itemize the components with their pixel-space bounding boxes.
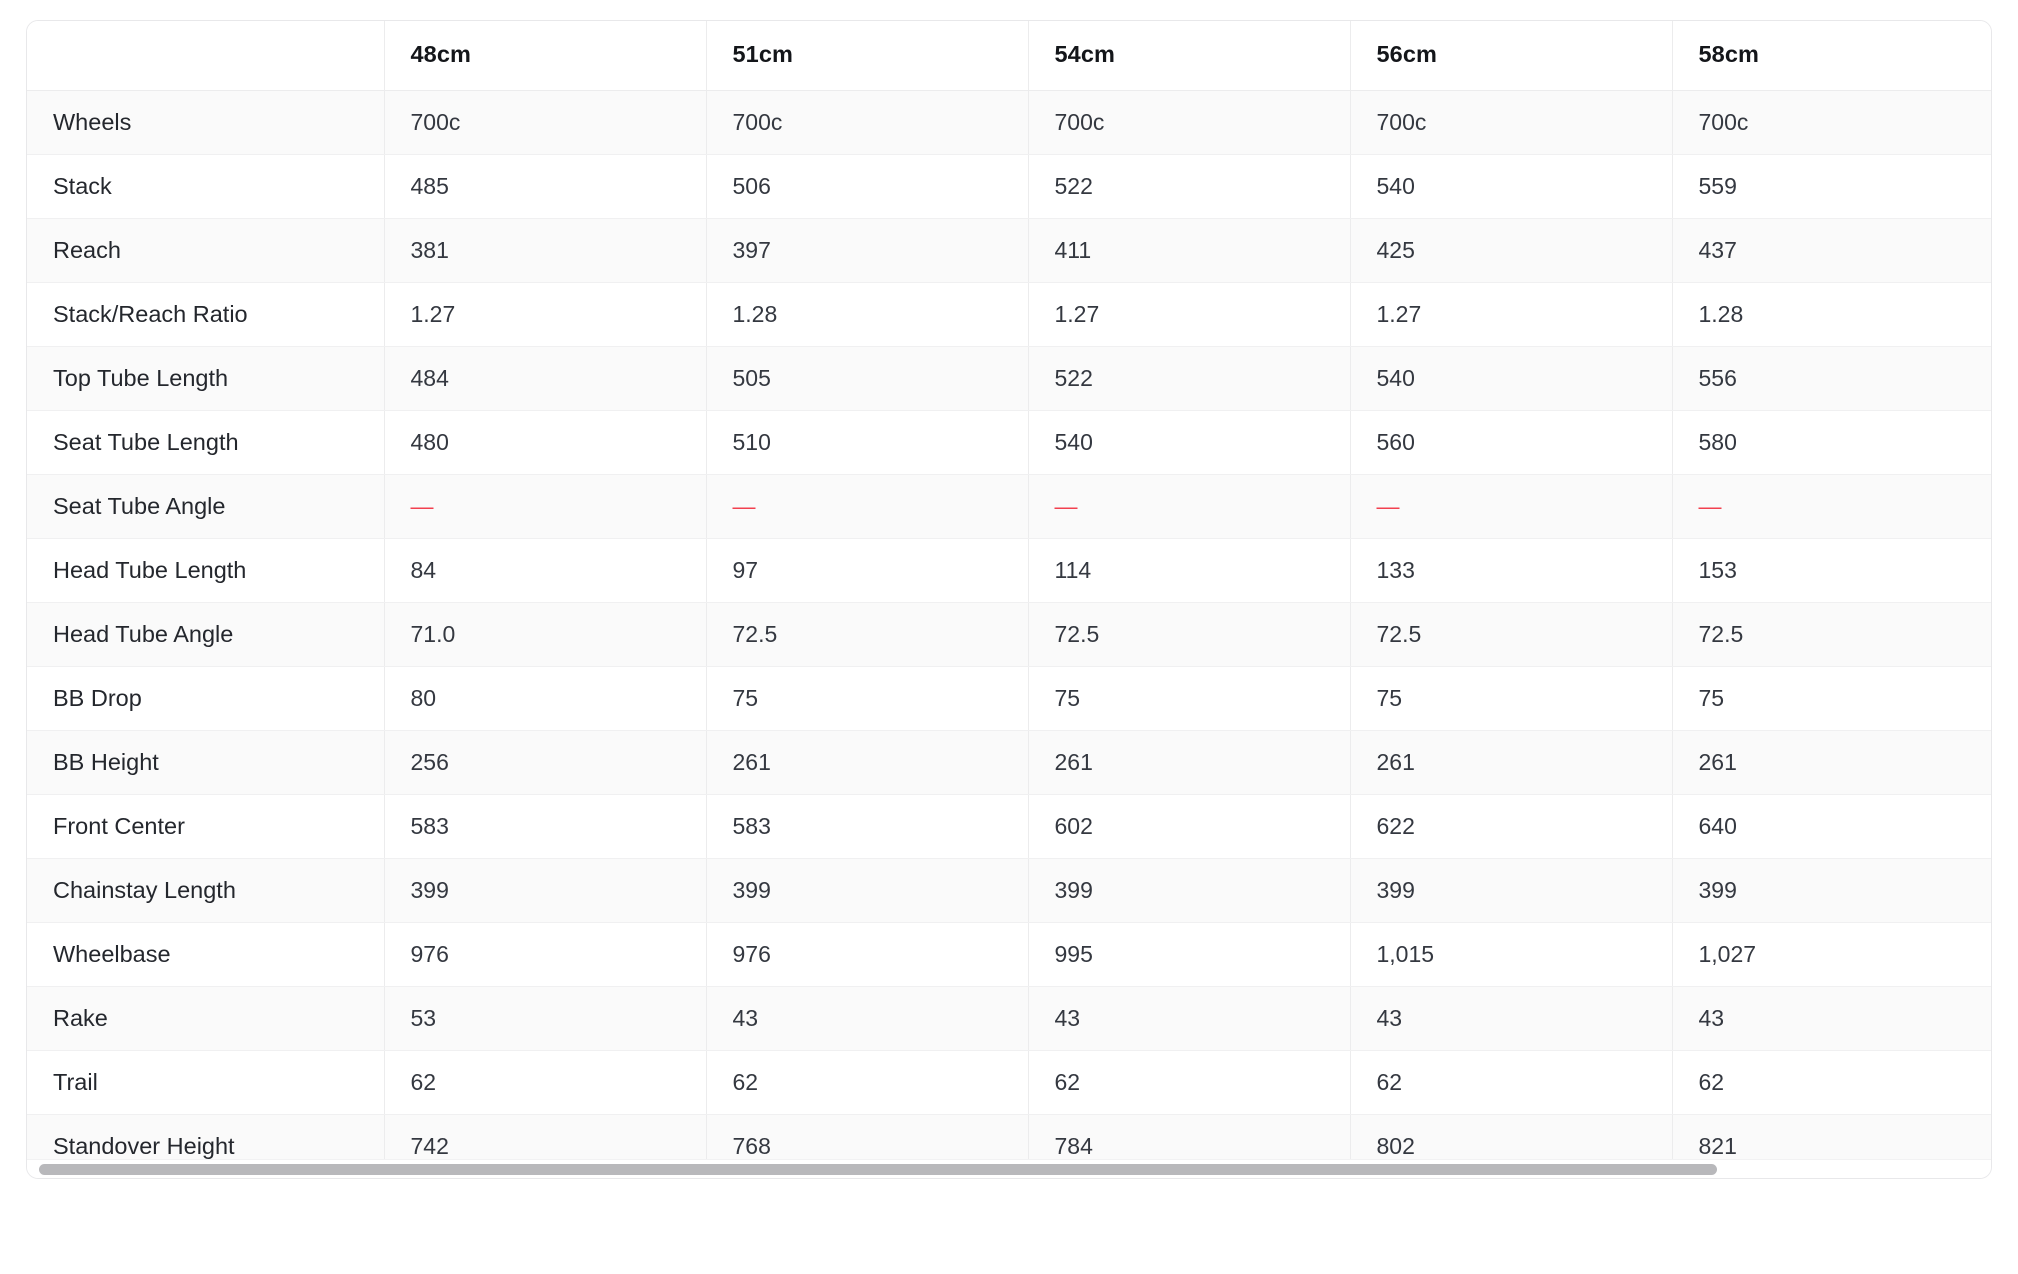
- geometry-table: [27, 21, 1992, 1178]
- row-label: Wheelbase: [27, 923, 384, 987]
- row-label: Seat Tube Angle: [27, 475, 384, 539]
- table-cell: 802: [1350, 1115, 1672, 1179]
- table-cell: 742: [384, 1115, 706, 1179]
- empty-value-dash: —: [1376, 493, 1400, 519]
- table-cell: 72.5: [1350, 603, 1672, 667]
- table-cell: 72.5: [706, 603, 1028, 667]
- table-cell: 114: [1028, 539, 1350, 603]
- column-header-size-56cm: 56cm: [1350, 21, 1672, 91]
- table-cell: 256: [384, 731, 706, 795]
- table-cell: 1,015: [1350, 923, 1672, 987]
- table-row: [27, 795, 1992, 859]
- table-cell: 399: [1350, 859, 1672, 923]
- table-row: [27, 603, 1992, 667]
- table-cell: 62: [706, 1051, 1028, 1115]
- row-label: Wheels: [27, 91, 384, 155]
- row-label: Rake: [27, 987, 384, 1051]
- row-label: Stack: [27, 155, 384, 219]
- row-label: Trail: [27, 1051, 384, 1115]
- table-cell: 821: [1672, 1115, 1992, 1179]
- column-header-size-58cm: 58cm: [1672, 21, 1992, 91]
- table-cell: 43: [1028, 987, 1350, 1051]
- table-cell: [384, 475, 706, 539]
- table-cell: 75: [1672, 667, 1992, 731]
- table-cell: 399: [706, 859, 1028, 923]
- table-cell: 97: [706, 539, 1028, 603]
- table-cell: 1.28: [706, 283, 1028, 347]
- table-row: [27, 283, 1992, 347]
- horizontal-scrollbar[interactable]: [27, 1159, 1991, 1178]
- table-cell: 80: [384, 667, 706, 731]
- geometry-table-panel: [26, 20, 1992, 1179]
- table-cell: 640: [1672, 795, 1992, 859]
- table-cell: 437: [1672, 219, 1992, 283]
- table-cell: 768: [706, 1115, 1028, 1179]
- table-cell: 583: [706, 795, 1028, 859]
- table-cell: 522: [1028, 347, 1350, 411]
- row-label: BB Height: [27, 731, 384, 795]
- horizontal-scrollbar-thumb[interactable]: [39, 1164, 1717, 1175]
- table-cell: 522: [1028, 155, 1350, 219]
- table-cell: 602: [1028, 795, 1350, 859]
- table-cell: 700c: [1028, 91, 1350, 155]
- table-header: [27, 21, 1992, 91]
- column-header-size-48cm: 48cm: [384, 21, 706, 91]
- table-cell: 75: [1350, 667, 1672, 731]
- table-cell: 540: [1350, 155, 1672, 219]
- table-cell: 43: [706, 987, 1028, 1051]
- table-cell: 485: [384, 155, 706, 219]
- table-cell: 62: [384, 1051, 706, 1115]
- table-row: [27, 91, 1992, 155]
- row-label: Reach: [27, 219, 384, 283]
- row-label: Head Tube Length: [27, 539, 384, 603]
- row-label: Front Center: [27, 795, 384, 859]
- table-cell: 540: [1028, 411, 1350, 475]
- table-row: [27, 987, 1992, 1051]
- table-header-row: [27, 21, 1992, 91]
- empty-value-dash: —: [732, 493, 756, 519]
- row-label: Standover Height: [27, 1115, 384, 1179]
- row-label: BB Drop: [27, 667, 384, 731]
- table-cell: 43: [1672, 987, 1992, 1051]
- empty-value-dash: —: [1054, 493, 1078, 519]
- table-row: [27, 347, 1992, 411]
- table-cell: 700c: [384, 91, 706, 155]
- table-cell: 153: [1672, 539, 1992, 603]
- table-cell: 1.28: [1672, 283, 1992, 347]
- table-cell: 261: [706, 731, 1028, 795]
- table-cell: 505: [706, 347, 1028, 411]
- table-cell: 484: [384, 347, 706, 411]
- table-cell: 411: [1028, 219, 1350, 283]
- table-body: [27, 91, 1992, 1179]
- table-row: [27, 923, 1992, 987]
- table-cell: 53: [384, 987, 706, 1051]
- table-cell: 84: [384, 539, 706, 603]
- table-cell: 72.5: [1672, 603, 1992, 667]
- row-label: Stack/Reach Ratio: [27, 283, 384, 347]
- empty-value-dash: —: [1698, 493, 1722, 519]
- table-cell: 397: [706, 219, 1028, 283]
- table-row: [27, 731, 1992, 795]
- table-cell: [706, 475, 1028, 539]
- table-cell: 71.0: [384, 603, 706, 667]
- table-cell: [1350, 475, 1672, 539]
- table-cell: 506: [706, 155, 1028, 219]
- table-cell: 381: [384, 219, 706, 283]
- table-cell: 1.27: [1350, 283, 1672, 347]
- table-cell: 62: [1028, 1051, 1350, 1115]
- table-row: [27, 667, 1992, 731]
- table-row: [27, 1051, 1992, 1115]
- table-cell: 583: [384, 795, 706, 859]
- table-row: [27, 475, 1992, 539]
- row-label: Seat Tube Length: [27, 411, 384, 475]
- table-cell: 700c: [706, 91, 1028, 155]
- table-row: [27, 155, 1992, 219]
- table-cell: 784: [1028, 1115, 1350, 1179]
- table-cell: 62: [1350, 1051, 1672, 1115]
- table-cell: 995: [1028, 923, 1350, 987]
- table-cell: 425: [1350, 219, 1672, 283]
- table-row: [27, 411, 1992, 475]
- table-cell: 399: [1028, 859, 1350, 923]
- column-header-size-54cm: 54cm: [1028, 21, 1350, 91]
- table-cell: 1,027: [1672, 923, 1992, 987]
- table-cell: 540: [1350, 347, 1672, 411]
- column-header-size-51cm: 51cm: [706, 21, 1028, 91]
- table-cell: 261: [1350, 731, 1672, 795]
- row-label: Head Tube Angle: [27, 603, 384, 667]
- table-cell: 976: [706, 923, 1028, 987]
- table-cell: 560: [1350, 411, 1672, 475]
- table-cell: 43: [1350, 987, 1672, 1051]
- table-cell: 399: [1672, 859, 1992, 923]
- row-label: Top Tube Length: [27, 347, 384, 411]
- table-cell: 62: [1672, 1051, 1992, 1115]
- table-cell: 133: [1350, 539, 1672, 603]
- table-cell: [1028, 475, 1350, 539]
- table-cell: 559: [1672, 155, 1992, 219]
- table-cell: 510: [706, 411, 1028, 475]
- table-cell: 1.27: [384, 283, 706, 347]
- empty-value-dash: —: [410, 493, 434, 519]
- table-cell: 1.27: [1028, 283, 1350, 347]
- table-cell: [1672, 475, 1992, 539]
- table-cell: 700c: [1672, 91, 1992, 155]
- table-row: [27, 859, 1992, 923]
- table-cell: 75: [1028, 667, 1350, 731]
- table-cell: 976: [384, 923, 706, 987]
- table-row: [27, 539, 1992, 603]
- table-cell: 75: [706, 667, 1028, 731]
- table-cell: 261: [1672, 731, 1992, 795]
- table-cell: 72.5: [1028, 603, 1350, 667]
- table-cell: 399: [384, 859, 706, 923]
- table-cell: 622: [1350, 795, 1672, 859]
- table-cell: 556: [1672, 347, 1992, 411]
- table-cell: 261: [1028, 731, 1350, 795]
- table-corner-cell: [27, 21, 384, 91]
- table-row: [27, 219, 1992, 283]
- table-cell: 580: [1672, 411, 1992, 475]
- table-cell: 700c: [1350, 91, 1672, 155]
- table-cell: 480: [384, 411, 706, 475]
- row-label: Chainstay Length: [27, 859, 384, 923]
